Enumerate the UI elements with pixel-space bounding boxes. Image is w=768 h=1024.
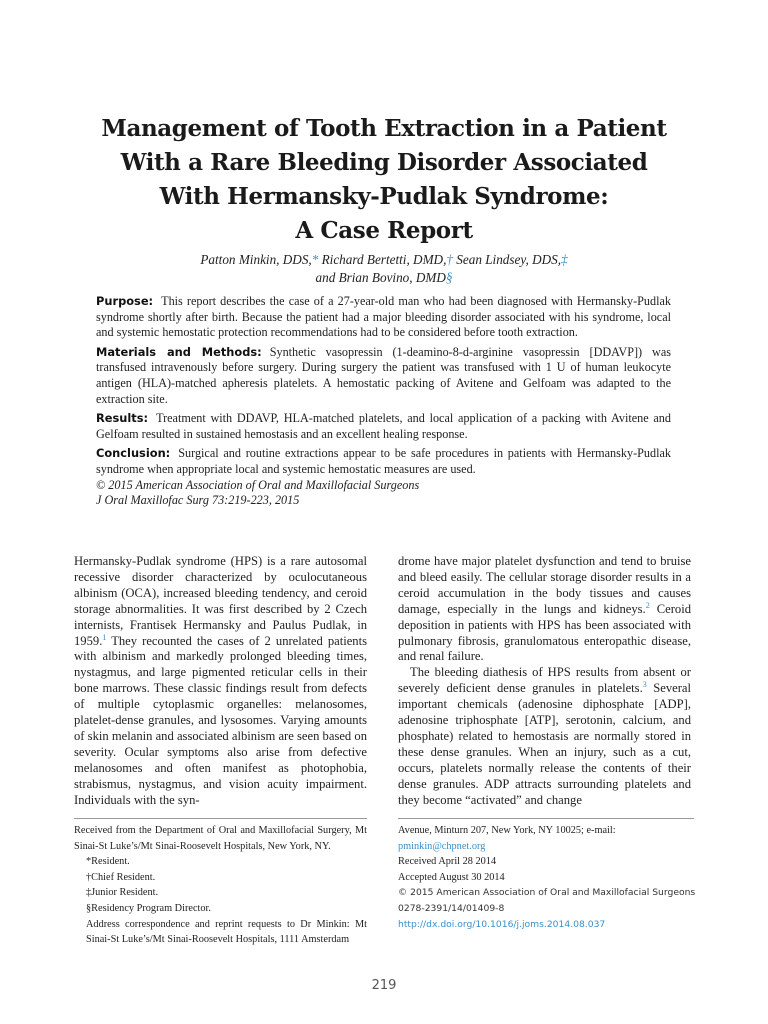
author-line-2 — [100, 269, 668, 287]
footnote-copyright: © 2015 American Association of Oral and Maxillofacial Surgeons — [398, 887, 696, 899]
purpose-label: Purpose: — [96, 294, 154, 308]
article-title — [60, 112, 708, 248]
footnote-resident: *Resident. — [86, 856, 130, 868]
affiliation-link-director[interactable]: § — [445, 270, 453, 285]
footnote-address-continued — [398, 823, 698, 854]
email-link[interactable]: pminkin@chpnet.org — [398, 840, 486, 852]
body-text: drome have major platelet dysfunction and tend to bruise and bleed easily. The cellular storage disorder results in a ceroid accumulation in the body tissues and causes damage, especially in the lungs and kidneys. — [398, 554, 691, 616]
abstract-copyright: © 2015 American Association of Oral and Maxillofacial Surgeons — [96, 477, 420, 492]
page-number: 219 — [371, 978, 397, 993]
footnote-address: Address correspondence and reprint requests to Dr Minkin: Mt Sinai-St Luke’s/Mt Sinai-Roosevelt Hospitals, 1111 Amsterdam — [86, 918, 367, 946]
affiliation-link-resident[interactable]: * — [311, 252, 319, 267]
reference-link-1[interactable]: 1 — [102, 632, 107, 642]
author-bertetti: Richard Bertetti, DMD, — [318, 252, 447, 267]
methods-text: Synthetic vasopressin (1-deamino-8-d-arginine vasopressin [DDAVP]) was transfused intravenously before surgery. During surgery the patient was transfused with 1 U of human leukocyte antigen (HLA)-matched apheresis platelets. A hemostatic packing of Avitene and Gelfoam was adapted to the extraction site. — [96, 344, 671, 406]
affiliation-link-chief[interactable]: † — [446, 252, 453, 267]
body-paragraph — [74, 554, 367, 809]
body-text: Several important chemicals (adenosine diphosphate [ADP], adenosine triphosphate [ATP], serotonin, calcium, and phosphate) related to hemostasis are normally stored in these dense granules. When an injury, such as a cut, occurs, platelets normally release the contents of their dense granules. ADP attracts surrounding platelets and they become “activated” and change — [398, 681, 691, 807]
body-text: The bleeding diathesis of HPS results from absent or severely deficient dense granules in platelets. — [398, 665, 691, 696]
address-text: Avenue, Minturn 207, New York, NY 10025; e-mail: — [398, 825, 616, 836]
conclusion-text: Surgical and routine extractions appear to be safe procedures in patients with Hermansky-Pudlak syndrome when appropriate local and systemic hemostatic measures are used. — [96, 446, 671, 476]
footnotes-left — [74, 823, 367, 948]
footnote-divider-left — [74, 818, 367, 819]
author-minkin: Patton Minkin, DDS, — [200, 252, 312, 267]
body-paragraph — [398, 554, 691, 665]
body-column-left — [74, 554, 367, 809]
body-text: They recounted the cases of 2 unrelated patients with albinism and markedly prolonged bleeding times, nystagmus, and large pigmented reticular cells in their bone marrows. These classic findings result from defects of multiple cytoplasmic organelles: melanosomes, platelet-dense granules, and lysosomes. Varying amounts of skin melanin and associated albinism are seen based on severity. Ocular symptoms also arise from defective melanosomes and often manifest as photophobia, strabismus, nystagmus, and vision acuity impairment. Individuals with the syn- — [74, 633, 367, 807]
abstract — [96, 294, 671, 509]
title-line-3: With Hermansky-Pudlak Syndrome: — [159, 183, 609, 210]
affiliation-link-junior[interactable]: ‡ — [561, 252, 568, 267]
footnote-chief: †Chief Resident. — [86, 871, 156, 883]
methods-label: Materials and Methods: — [96, 344, 262, 359]
footnote-received-from: Received from the Department of Oral and Maxillofacial Surgery, Mt Sinai-St Luke’s/Mt Sinai-Roosevelt Hospitals, New York, NY. — [74, 825, 367, 852]
journal-citation: J Oral Maxillofac Surg 73:219-223, 2015 — [96, 493, 300, 508]
abstract-results — [96, 411, 671, 442]
doi-link[interactable]: http://dx.doi.org/10.1016/j.joms.2014.08.037 — [398, 918, 606, 930]
results-label: Results: — [96, 411, 149, 426]
footnote-issn: 0278-2391/14/01409-8 — [398, 902, 505, 914]
title-line-1: Management of Tooth Extraction in a Patient — [101, 115, 667, 142]
title-line-2: With a Rare Bleeding Disorder Associated — [120, 149, 648, 176]
doi-line — [398, 917, 698, 933]
author-line-1 — [100, 251, 668, 269]
author-bovino: and Brian Bovino, DMD — [315, 270, 446, 285]
author-lindsey: Sean Lindsey, DDS, — [452, 252, 562, 267]
footnotes-right — [398, 823, 698, 932]
footnote-received: Received April 28 2014 — [398, 856, 497, 868]
footnote-accepted: Accepted August 30 2014 — [398, 871, 505, 883]
purpose-text: This report describes the case of a 27-year-old man who had been diagnosed with Hermansky-Pudlak syndrome shortly after birth. Because the patient had a major bleeding disorder associated with his syndrome, local and systemic hemostatic protection recommendations had to be considered before tooth extraction. — [96, 294, 671, 340]
reference-link-3[interactable]: 3 — [642, 680, 647, 690]
body-column-right — [398, 554, 691, 809]
abstract-purpose — [96, 294, 671, 341]
body-text: Ceroid deposition in patients with HPS has been associated with pulmonary fibrosis, granulomatous enteropathic disease, and renal failure. — [398, 601, 691, 664]
author-list — [100, 251, 668, 287]
body-text: Hermansky-Pudlak syndrome (HPS) is a rare autosomal recessive disorder characterized by oculocutaneous albinism (OCA), increased bleeding tendency, and ceroid storage abnormalities. It was first described by 2 Czech internists, Frantisek Hermansky and Paulus Pudlak, in 1959. — [74, 554, 367, 648]
title-line-4: A Case Report — [295, 217, 473, 244]
abstract-methods — [96, 345, 671, 407]
footnote-divider-right — [398, 818, 694, 819]
reference-link-2[interactable]: 2 — [645, 600, 650, 610]
results-text: Treatment with DDAVP, HLA-matched platelets, and local application of a packing with Avitene and Gelfoam resulted in sustained hemostasis and an excellent healing response. — [96, 411, 671, 441]
abstract-conclusion — [96, 446, 671, 477]
conclusion-label: Conclusion: — [96, 446, 171, 461]
footnote-junior: ‡Junior Resident. — [86, 887, 159, 899]
footnote-director: §Residency Program Director. — [86, 902, 211, 914]
body-paragraph — [398, 665, 691, 808]
